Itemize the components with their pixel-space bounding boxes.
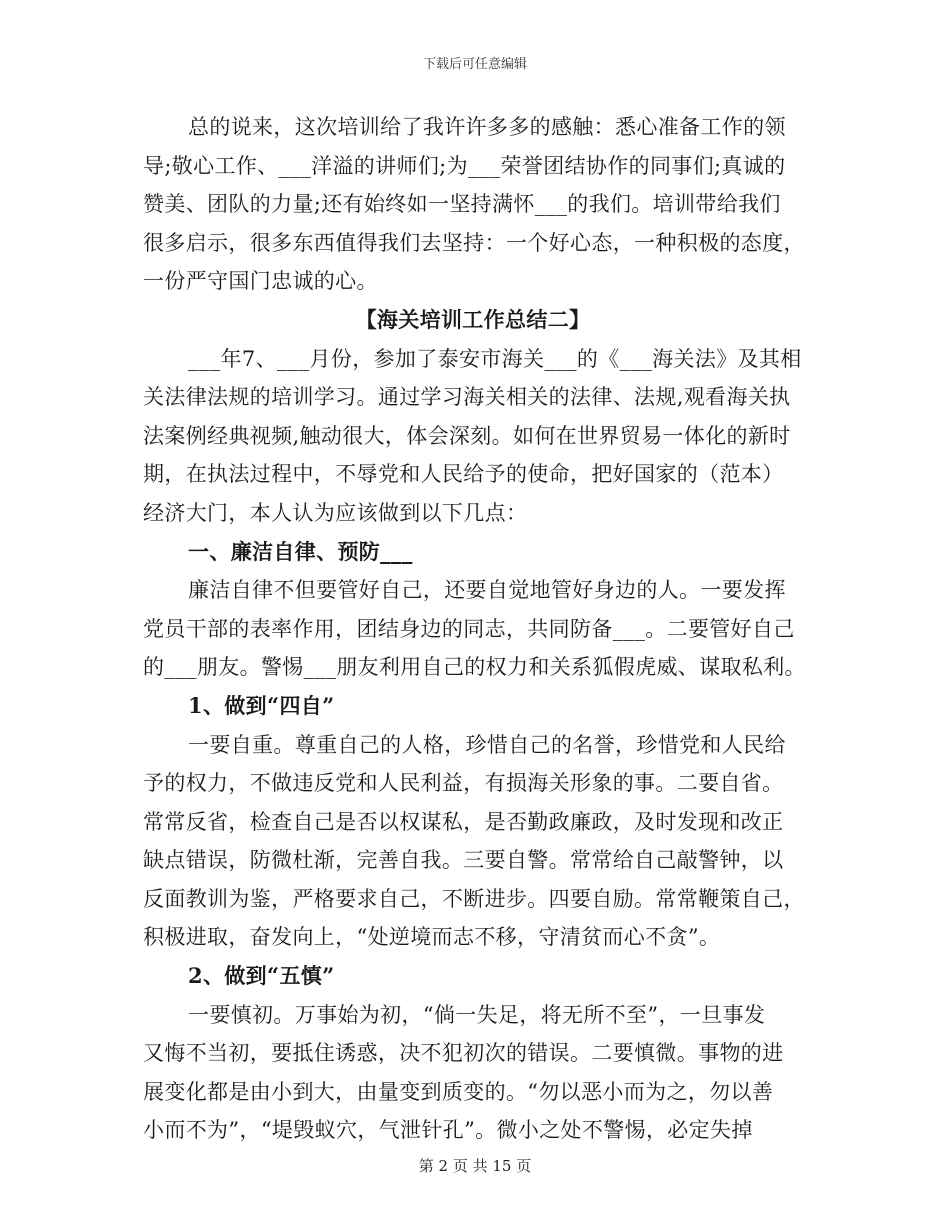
text-line: 关法律法规的培训学习。通过学习海关相关的法律、法规,观看海关执 — [143, 385, 791, 410]
text-line: 的___朋友。警惕___朋友利用自己的权力和关系狐假虎威、谋取私利。 — [143, 655, 806, 680]
text-line: 廉洁自律不但要管好自己，还要自觉地管好身边的人。一要发挥 — [188, 578, 786, 603]
page-footer: 第 2 页 共 15 页 — [418, 1157, 532, 1175]
text-line: 又悔不当初，要抵住诱惑，决不犯初次的错误。二要慎微。事物的进 — [143, 1041, 784, 1066]
text-line: 一要自重。尊重自己的人格，珍惜自己的名誉，珍惜党和人民给 — [188, 732, 786, 757]
text-line: 小而不为”，“堤毁蚁穴，气泄针孔”。微小之处不警惕，必定失掉 — [143, 1118, 753, 1143]
text-line: 展变化都是由小到大，由量变到质变的。“勿以恶小而为之，勿以善 — [143, 1079, 774, 1104]
section-title: 【海关培训工作总结二】 — [355, 306, 591, 332]
text-line: 总的说来，这次培训给了我许许多多的感触：悉心准备工作的领 — [188, 115, 786, 139]
page-header: 下载后可任意编辑 — [422, 57, 527, 72]
text-line: 赞美、团队的力量;还有始终如一坚持满怀___的我们。培训带给我们 — [143, 192, 781, 217]
text-line: 导;敬心工作、___洋溢的讲师们;为___荣誉团结协作的同事们;真诚的 — [143, 153, 786, 178]
text-line: 反面教训为鉴，严格要求自己，不断进步。四要自励。常常鞭策自己， — [143, 886, 805, 911]
text-line: 予的权力，不做违反党和人民利益，有损海关形象的事。二要自省。 — [143, 771, 784, 796]
text-line: 法案例经典视频,触动很大，体会深刻。如何在世界贸易一体化的新时 — [143, 423, 791, 448]
section-heading: 1、做到“四自” — [188, 692, 335, 718]
text-line: 期，在执法过程中，不辱党和人民给予的使命，把好国家的（范本） — [143, 462, 784, 487]
text-line: 经济大门，本人认为应该做到以下几点： — [143, 500, 528, 525]
text-line: 一要慎初。万事始为初，“倘一失足，将无所不至”，一旦事发 — [188, 1002, 766, 1027]
section-heading: 一、廉洁自律、预防___ — [188, 538, 413, 564]
text-line: 很多启示，很多东西值得我们去坚持：一个好心态，一种积极的态度， — [143, 230, 805, 255]
text-line: 党员干部的表率作用，团结身边的同志，共同防备___。二要管好自己 — [143, 616, 795, 641]
text-line: 一份严守国门忠诚的心。 — [143, 269, 378, 294]
document-body — [143, 108, 806, 1150]
text-line: 积极进取，奋发向上，“处逆境而志不移，守清贫而心不贪”。 — [143, 925, 721, 950]
text-line: 常常反省，检查自己是否以权谋私，是否勤政廉政，及时发现和改正 — [143, 809, 784, 834]
text-line: ___年7、___月份，参加了泰安市海关___的《___海关法》及其相 — [188, 346, 802, 371]
section-heading: 2、做到“五慎” — [188, 963, 335, 989]
text-line: 缺点错误，防微杜渐，完善自我。三要自警。常常给自己敲警钟，以 — [143, 848, 784, 873]
